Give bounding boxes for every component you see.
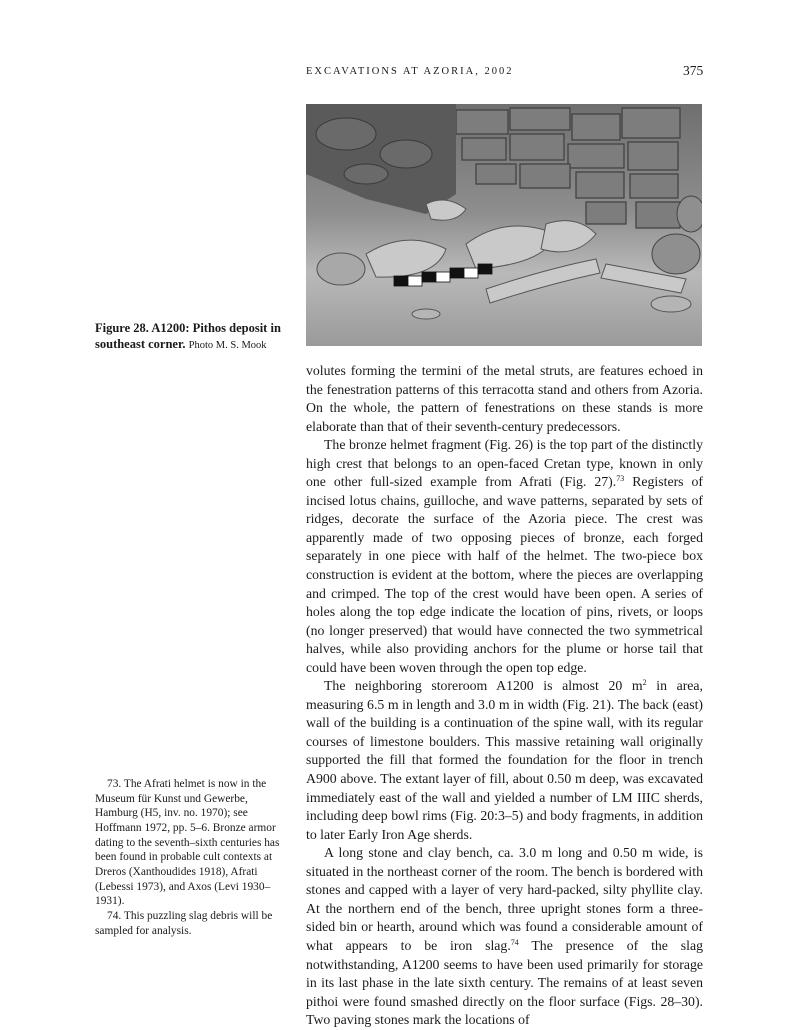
paragraph xyxy=(306,844,703,1029)
paragraph xyxy=(306,677,703,844)
footnote: 73. The Afrati helmet is now in the Museum für Kunst und Gewerbe, Hamburg (H5, inv. no. 1970); see Hoffmann 1972, pp. 5–6. Bronze armor dating to the seventh–sixth centuries has been found in probable cult contexts at Dreros (Xanthoudides 1918), Afrati (Lebessi 1973), and Axos (Levi 1930–1931). xyxy=(95,778,280,908)
paragraph-text: Registers of incised lotus chains, guilloche, and wave patterns, separated by sets of ridges, decorate the surface of the Azoria piece. The crest was apparently made of two opposing pieces of bronze, each forged separately in one piece with half of the helmet. The two-piece box construction is evident at the bottom, where the pieces are overlapping and crimped. The top of the crest would have been open. A series of holes along the top edge indicate the location of pins, rivets, or loops (no longer preserved) that would have connected the two symmetrical halves, while also providing anchors for the plume or horse tail that could have been woven through the open top edge. xyxy=(306,474,703,675)
footnotes xyxy=(95,777,291,938)
note-ref: 73 xyxy=(616,474,625,484)
main-text xyxy=(306,362,703,1030)
paragraph-text: The bronze helmet fragment (Fig. 26) is the top part of the distinctly high crest that belongs to an open-faced Cretan type, known in only one other full-sized example from Afrati (Fig. 27). xyxy=(306,437,703,490)
paragraph-text: A long stone and clay bench, ca. 3.0 m long and 0.50 m wide, is situated in the northeast corner of the room. The bench is bordered with stones and capped with a layer of very hard-packed, silty phyllite clay. At the northern end of the bench, three upright stones form a three-sided bin or hearth, around which was found a considerable amount of what appears to be iron slag. xyxy=(306,845,703,953)
page-number: 375 xyxy=(683,63,704,78)
figure-caption xyxy=(95,320,295,354)
paragraph xyxy=(306,436,703,677)
paragraph-text: in area, measuring 6.5 m in length and 3.0 m in width (Fig. 21). The back (east) wall of the building is a continuation of the spine wall, with its regular courses of limestone boulders. This massive retaining wall originally supported the fill that formed the foundation for the floor in trench A900 above. The extant layer of fill, about 0.50 m deep, was excavated immediately east of the wall and yielded a number of LM IIIC sherds, including deep bowl rims (Fig. 20:3–5) and body fragments, in addition to later Early Iron Age sherds. xyxy=(306,678,703,842)
figure-caption-credit: Photo M. S. Mook xyxy=(188,340,267,351)
figure-photo xyxy=(306,104,702,346)
footnote: 74. This puzzling slag debris will be sampled for analysis. xyxy=(95,909,273,937)
figure-caption-title: Figure 28. A1200: Pithos deposit in southeast corner. xyxy=(95,321,281,351)
paragraph-text: The presence of the slag notwithstanding, A1200 seems to have been used primarily for storage in its last phase in the late sixth century. The remains of at least seven pithoi were found smashed directly on the floor surface (Figs. 28–30). Two paving stones mark the locations of xyxy=(306,937,703,1028)
note-ref: 74 xyxy=(510,937,519,947)
superscript: 2 xyxy=(642,678,647,688)
paragraph: volutes forming the termini of the metal struts, are features echoed in the fenestration patterns of this terracotta stand and others from Azoria. On the whole, the pattern of fenestrations on these stands is more elaborate than that of their seventh-century predecessors. xyxy=(306,363,703,434)
paragraph-text: The neighboring storeroom A1200 is almost 20 m xyxy=(324,678,643,694)
running-head: EXCAVATIONS AT AZORIA, 2002 xyxy=(306,66,514,77)
